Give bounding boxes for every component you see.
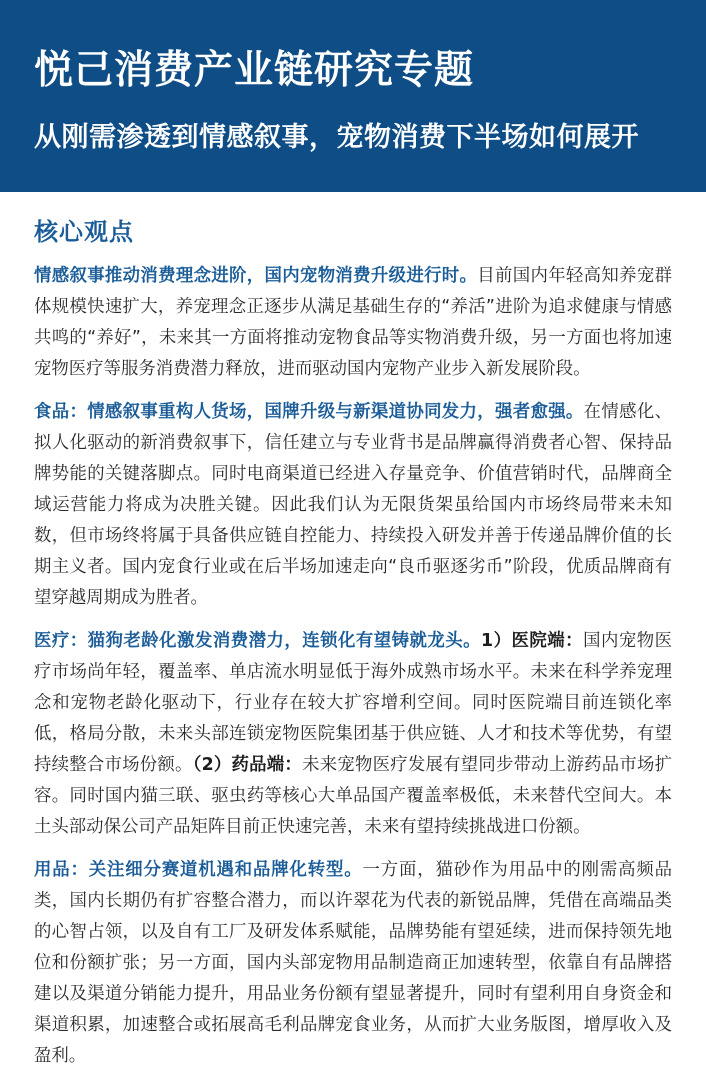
paragraph-lead: 医疗：猫狗老龄化激发消费潜力，连锁化有望铸就龙头。: [34, 631, 482, 651]
paragraph-text: 国内宠物医疗市场尚年轻，覆盖率、单店流水明显低于海外成熟市场水平。未来在科学养宠理念和宠物老龄化驱动下，行业存在较大扩容增利空间。同时医院端目前连锁化率低，格局分散，未来头部连锁宠物医院集团基于供应链、人才和技术等优势，有望持续整合市场份额。: [34, 631, 672, 775]
paragraph-lead: 情感叙事推动消费理念进阶，国内宠物消费升级进行时。: [34, 266, 478, 286]
paragraph-lead: 食品：情感叙事重构人货场，国牌升级与新渠道协同发力，强者愈强。: [34, 402, 584, 422]
paragraph-text: 未来宠物医疗发展有望同步带动上游药品市场扩容。同时国内猫三联、驱虫药等核心大单品国产覆盖率极低，未来替代空间大。本土头部动保公司产品矩阵目前正快速完善，未来有望持续挑战进口份额。: [34, 755, 672, 837]
paragraph-consumption-upgrade: [34, 261, 672, 385]
report-title: 悦己消费产业链研究专题: [34, 48, 475, 93]
core-views-section: [0, 192, 706, 1072]
paragraph-text: 目前国内年轻高知养宠群体规模快速扩大，养宠理念正逐步从满足基础生存的“养活”进阶为追求健康与情感共鸣的“养好”，未来其一方面将推动宠物食品等实物消费升级，另一方面也将加速宠物医疗等服务消费潜力释放，进而驱动国内宠物产业步入新发展阶段。: [34, 266, 672, 379]
paragraph-lead: 用品：关注细分赛道机遇和品牌化转型。: [34, 860, 363, 880]
hospital-marker: 1）医院端：: [481, 631, 584, 651]
section-heading: 核心观点: [34, 218, 134, 246]
paragraph-supplies: [34, 855, 672, 1072]
report-subtitle: 从刚需渗透到情感叙事，宠物消费下半场如何展开: [34, 121, 639, 153]
paragraph-medical: [34, 626, 672, 843]
drug-marker: （2）药品端：: [192, 755, 303, 775]
paragraph-text: 在情感化、拟人化驱动的新消费叙事下，信任建立与专业背书是品牌赢得消费者心智、保持品牌势能的关键落脚点。同时电商渠道已经进入存量竞争、价值营销时代，品牌商全域运营能力将成为决胜关键。因此我们认为无限货架虽给国内市场终局带来未知数，但市场终将属于具备供应链自控能力、持续投入研发并善于传递品牌价值的长期主义者。国内宠食行业或在后半场加速走向“良币驱逐劣币”阶段，优质品牌商有望穿越周期成为胜者。: [34, 402, 672, 608]
paragraph-food: [34, 397, 672, 614]
report-header: [0, 0, 706, 192]
paragraph-text: 一方面，猫砂作为用品中的刚需高频品类，国内长期仍有扩容整合潜力，而以许翠花为代表的新锐品牌，凭借在高端品类的心智占领，以及自有工厂及研发体系赋能，品牌势能有望延续，进而保持领先地位和份额扩张；另一方面，国内头部宠物用品制造商正加速转型，依靠自有品牌搭建以及渠道分销能力提升，用品业务份额有望显著提升，同时有望利用自身资金和渠道积累，加速整合或拓展高毛利品牌宠食业务，从而扩大业务版图，增厚收入及盈利。: [34, 860, 672, 1066]
